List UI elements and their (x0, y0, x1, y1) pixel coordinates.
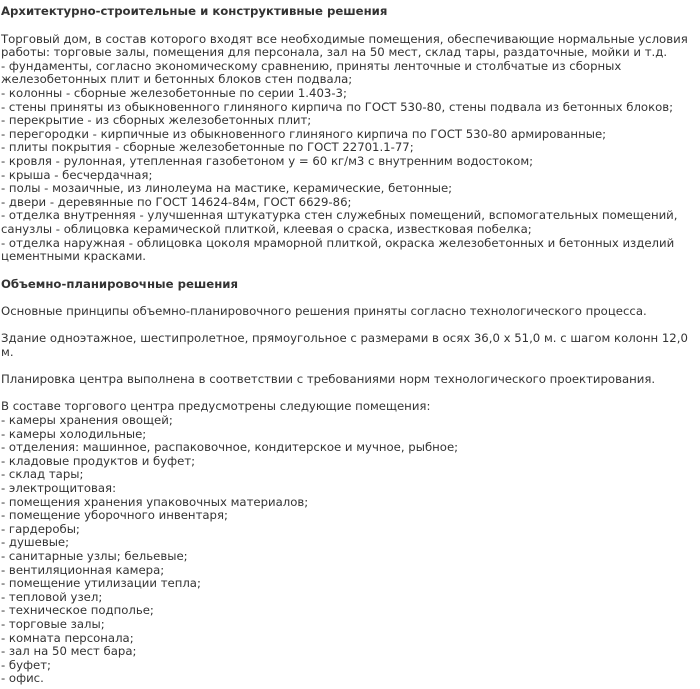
list-item: - отделения: машинное, распаковочное, кондитерское и мучное, рыбное; (1, 440, 459, 455)
spacer (1, 319, 692, 333)
list-item: - санитарные узлы; бельевые; (1, 548, 188, 563)
list-item: - камеры хранения овощей; (1, 413, 173, 428)
list-item: - помещение уборочного инвентаря; (1, 508, 228, 523)
list-item: - склад тары; (1, 467, 84, 482)
rooms-list-intro: В составе торгового центра предусмотрены следующие помещения: (1, 399, 431, 414)
section-heading-planning: Объемно-планировочные решения (1, 276, 238, 291)
list-item: - отделка наружная - облицовка цоколя мраморной плиткой, окраска железобетонных и бетонных изделий цементными красками. (1, 235, 675, 264)
list-item: - кладовые продуктов и буфет; (1, 453, 196, 468)
list-item: - крыша - бесчердачная; (1, 167, 153, 182)
list-item: - плиты покрытия - сборные железобетонные по ГОСТ 22701.1-77; (1, 140, 414, 155)
list-item: - стены приняты из обыкновенного глиняного кирпича по ГОСТ 530-80, стены подвала из бетонных блоков; (1, 99, 674, 114)
spacer (1, 291, 692, 305)
list-item: - офис. (1, 671, 44, 686)
list-item: - зал на 50 мест бара; (1, 644, 137, 659)
list-item: - фундаменты, согласно экономическому сравнению, приняты ленточные и столбчатые из сборных железобетонных плит и бетонных блоков стен подвала; (1, 58, 622, 87)
list-item: - торговые залы; (1, 616, 105, 631)
list-item: - камеры холодильные; (1, 426, 147, 441)
list-item: - перегородки - кирпичные из обыкновенного глиняного кирпича по ГОСТ 530-80 армированные; (1, 126, 607, 141)
planning-paragraph-dimensions: Здание одноэтажное, шестипролетное, прямоугольное с размерами в осях 36,0 х 51,0 м. с шагом колонн 12,0 м. (1, 331, 688, 360)
construction-list (1, 60, 692, 264)
planning-paragraph-principles: Основные принципы объемно-планировочного решения приняты согласно технологического процесса. (1, 304, 647, 319)
planning-paragraph-layout: Планировка центра выполнена в соответствии с требованиями норм технологического проектирования. (1, 372, 656, 387)
list-item: - гардеробы; (1, 521, 80, 536)
list-item: - кровля - рулонная, утепленная газобетоном у = 60 кг/м3 с внутренним водостоком; (1, 153, 534, 168)
list-item: - полы - мозаичные, из линолеума на мастике, керамические, бетонные; (1, 181, 453, 196)
list-item: - двери - деревянные по ГОСТ 14624-84м, ГОСТ 6629-86; (1, 194, 352, 209)
spacer (1, 387, 692, 401)
list-item: - тепловой узел; (1, 589, 103, 604)
list-item: - электрощитовая: (1, 481, 117, 495)
list-item: - перекрытие - из сборных железобетонных плит; (1, 113, 312, 128)
list-item: - отделка внутренняя - улучшенная штукатурка стен служебных помещений, вспомогательных помещений, санузлы - облицовка керамической плиткой, клеевая о сраска, известковая побелка; (1, 208, 678, 236)
list-item: - душевые; (1, 535, 70, 550)
rooms-list (1, 414, 692, 686)
list-item: - помещения хранения упаковочных материалов; (1, 494, 309, 509)
spacer (1, 19, 692, 33)
spacer (1, 264, 692, 278)
list-item: - колонны - сборные железобетонные по серии 1.403-3; (1, 85, 347, 100)
intro-paragraph: Торговый дом, в состав которого входят все необходимые помещения, обеспечивающие нормальные условия работы: торговые залы, помещения для персонала, зал на 50 мест, склад тары, раздаточные, мойки и т.д. (1, 31, 688, 60)
list-item: - комната персонала; (1, 630, 134, 645)
list-item: - вентиляционная камера; (1, 562, 165, 577)
section-heading-architecture: Архитектурно-строительные и конструктивные решения (1, 4, 388, 18)
list-item: - техническое подполье; (1, 603, 154, 618)
list-item: - буфет; (1, 657, 51, 672)
list-item: - помещение утилизации тепла; (1, 576, 201, 591)
spacer (1, 360, 692, 374)
